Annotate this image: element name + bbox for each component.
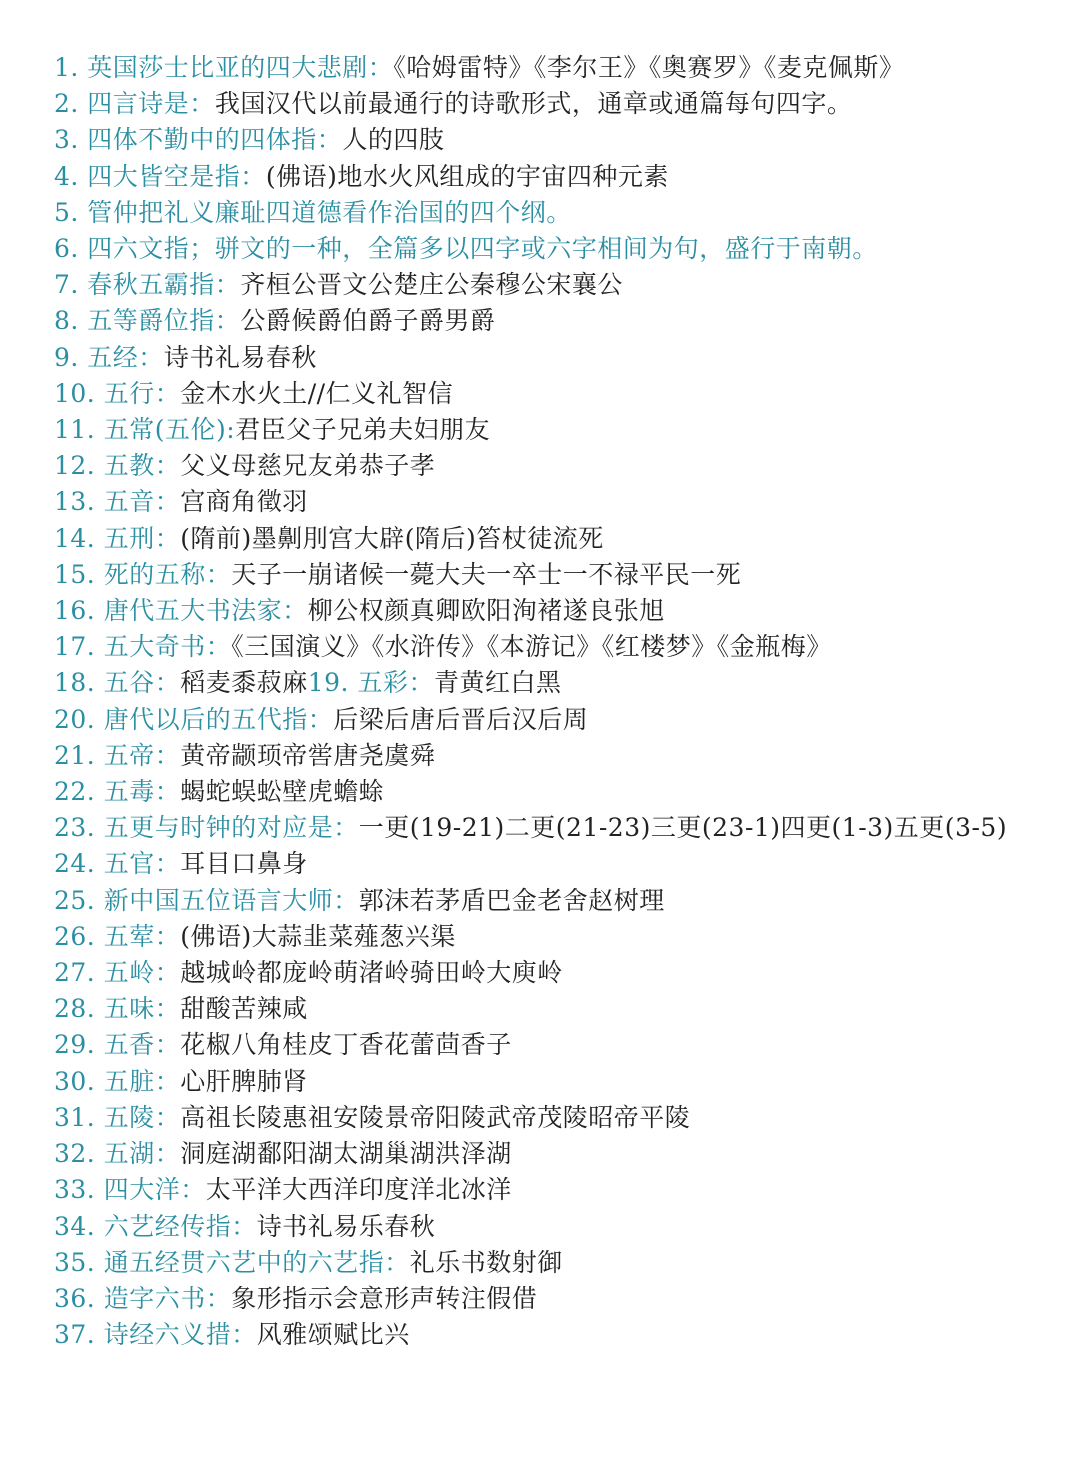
item-label: 37. 诗经六义措：	[54, 1320, 257, 1350]
list-item	[54, 955, 1034, 991]
list-item	[54, 195, 1034, 231]
item-label: 22. 五毒：	[54, 777, 181, 807]
item-content: 稻麦黍菽麻	[180, 668, 308, 698]
list-item	[54, 484, 1034, 520]
item-label: 14. 五刑：	[54, 523, 181, 553]
list-item	[54, 1027, 1034, 1063]
list-item	[54, 557, 1034, 593]
item-content-secondary: 青黄红白黑	[433, 668, 562, 698]
item-label: 6. 四六文指；骈文的一种，全篇多以四字或六字相间为句，盛行于南朝。	[54, 234, 878, 264]
item-label: 5. 管仲把礼义廉耻四道德看作治国的四个纲。	[54, 197, 572, 227]
item-content: 洞庭湖鄱阳湖太湖巢湖洪泽湖	[180, 1139, 512, 1169]
item-label: 9. 五经：	[54, 342, 164, 372]
item-content: 甜酸苦辣咸	[180, 994, 308, 1024]
list-item	[54, 846, 1034, 882]
list-item	[54, 231, 1034, 267]
item-content: 诗书礼易乐春秋	[256, 1211, 436, 1241]
item-content: 诗书礼易春秋	[163, 342, 317, 372]
item-content: 人的四肢	[342, 125, 445, 155]
item-content: 宫商角徵羽	[180, 487, 308, 517]
item-content: 齐桓公晋文公楚庄公秦穆公宋襄公	[240, 270, 623, 300]
item-content: 柳公权颜真卿欧阳洵褚遂良张旭	[307, 596, 665, 626]
list-item	[54, 1209, 1034, 1245]
item-content: 君臣父子兄弟夫妇朋友	[235, 415, 491, 445]
item-label: 3. 四体不勤中的四体指：	[54, 125, 343, 155]
item-label: 18. 五谷：	[54, 668, 181, 698]
item-label: 36. 造字六书：	[54, 1283, 232, 1313]
list-item	[54, 665, 1034, 701]
list-item	[54, 593, 1034, 629]
item-label: 1. 英国莎士比亚的四大悲剧：	[54, 53, 394, 82]
item-content: 太平洋大西洋印度洋北冰洋	[205, 1175, 512, 1205]
item-label: 7. 春秋五霸指：	[54, 270, 241, 300]
item-label: 27. 五岭：	[54, 958, 181, 988]
item-content: 越城岭都庞岭萌渚岭骑田岭大庾岭	[180, 958, 563, 988]
item-content: (佛语)地水火风组成的宇宙四种元素	[265, 161, 669, 191]
list-item	[54, 774, 1034, 810]
list-item	[54, 376, 1034, 412]
item-label: 25. 新中国五位语言大师：	[54, 885, 359, 915]
item-content: 耳目口鼻身	[180, 849, 308, 879]
list-item	[54, 1064, 1034, 1100]
item-label: 26. 五荤：	[54, 921, 181, 951]
item-label: 16. 唐代五大书法家：	[54, 596, 308, 626]
list-item	[54, 702, 1034, 738]
list-item	[54, 629, 1034, 665]
item-content: 《哈姆雷特》《李尔王》《奥赛罗》《麦克佩斯》	[393, 53, 905, 82]
item-label: 11. 五常(五伦):	[54, 415, 236, 445]
list-item	[54, 1281, 1034, 1317]
list-item	[54, 448, 1034, 484]
list-item	[54, 340, 1034, 376]
item-content: 蝎蛇蜈蚣壁虎蟾蜍	[180, 777, 385, 807]
item-label: 2. 四言诗是：	[54, 89, 215, 119]
item-label: 33. 四大洋：	[54, 1175, 206, 1205]
item-label: 32. 五湖：	[54, 1139, 181, 1169]
item-label: 35. 通五经贯六艺中的六艺指：	[54, 1247, 410, 1277]
item-content: 心肝脾肺肾	[180, 1066, 308, 1096]
list-item	[54, 267, 1034, 303]
item-content: 郭沫若茅盾巴金老舍赵树理	[358, 885, 665, 915]
item-label: 8. 五等爵位指：	[54, 306, 241, 336]
item-content: 高祖长陵惠祖安陵景帝阳陵武帝茂陵昭帝平陵	[180, 1102, 691, 1132]
list-item	[54, 810, 1034, 846]
item-label: 23. 五更与时钟的对应是：	[54, 813, 359, 843]
list-item	[54, 521, 1034, 557]
item-content: (佛语)大蒜韭菜薤葱兴渠	[180, 921, 456, 951]
item-label: 15. 死的五称：	[54, 559, 232, 589]
item-label: 29. 五香：	[54, 1030, 181, 1060]
item-content: 黄帝颛顼帝喾唐尧虞舜	[180, 740, 436, 770]
list-item	[54, 991, 1034, 1027]
list-item	[54, 1245, 1034, 1281]
list-item	[54, 1317, 1034, 1353]
list-item	[54, 1100, 1034, 1136]
item-label: 10. 五行：	[54, 378, 181, 408]
item-content: 公爵候爵伯爵子爵男爵	[240, 306, 496, 336]
list-item	[54, 159, 1034, 195]
item-label: 12. 五教：	[54, 451, 181, 481]
item-content: 我国汉代以前最通行的诗歌形式，通章或通篇每句四字。	[214, 89, 853, 119]
list-item	[54, 412, 1034, 448]
item-content: 父义母慈兄友弟恭子孝	[180, 451, 436, 481]
list-item	[54, 883, 1034, 919]
list-item	[54, 1172, 1034, 1208]
item-content: 礼乐书数射御	[409, 1247, 563, 1277]
item-content: 风雅颂赋比兴	[256, 1320, 410, 1350]
item-content: 花椒八角桂皮丁香花蕾茴香子	[180, 1030, 512, 1060]
item-label: 31. 五陵：	[54, 1102, 181, 1132]
item-label: 17. 五大奇书：	[54, 632, 232, 662]
item-label: 13. 五音：	[54, 487, 181, 517]
list-item	[54, 1136, 1034, 1172]
item-content: 一更(19-21)二更(21-23)三更(23-1)四更(1-3)五更(3-5)	[358, 813, 1008, 843]
item-label: 21. 五帝：	[54, 740, 181, 770]
item-content: 象形指示会意形声转注假借	[231, 1283, 538, 1313]
list-item	[54, 303, 1034, 339]
item-label: 28. 五味：	[54, 994, 181, 1024]
knowledge-list	[54, 50, 1034, 1353]
item-content: (隋前)墨劓刖宫大辟(隋后)笞杖徒流死	[180, 523, 604, 553]
item-label: 30. 五脏：	[54, 1066, 181, 1096]
list-item	[54, 50, 1034, 86]
list-item	[54, 738, 1034, 774]
item-label: 20. 唐代以后的五代指：	[54, 704, 334, 734]
list-item	[54, 919, 1034, 955]
item-label: 34. 六艺经传指：	[54, 1211, 257, 1241]
item-label: 24. 五官：	[54, 849, 181, 879]
item-content: 金木水火土//仁义礼智信	[180, 378, 454, 408]
list-item	[54, 86, 1034, 122]
list-item	[54, 122, 1034, 158]
item-label: 4. 四大皆空是指：	[54, 161, 266, 191]
item-content: 后梁后唐后晋后汉后周	[333, 704, 589, 734]
item-content: 《三国演义》《水浒传》《本游记》《红楼梦》《金瓶梅》	[231, 632, 832, 662]
item-content: 天子一崩诸候一薨大夫一卒士一不禄平民一死	[231, 559, 742, 589]
item-label-secondary: 19. 五彩：	[307, 668, 434, 698]
